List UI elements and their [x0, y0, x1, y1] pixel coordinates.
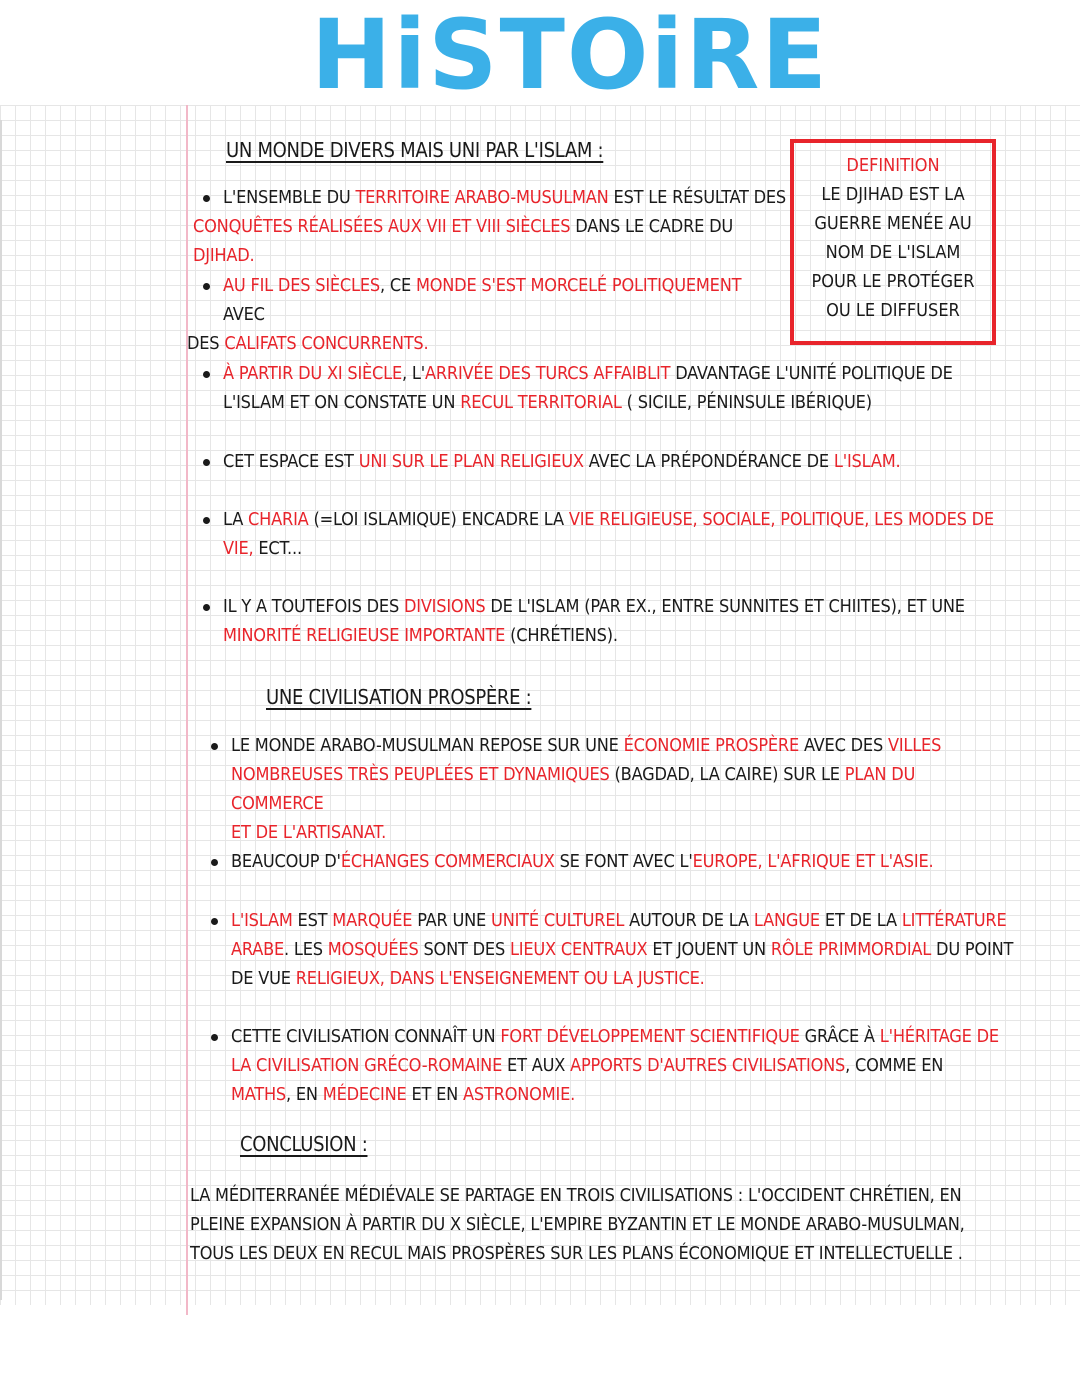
section2-bullet-1: LE MONDE ARABO-MUSULMAN REPOSE SUR UNE ÉCONOMIE PROSPÈRE AVEC DES VILLES NOMBREUSES TRÈS PEUPLÉES ET DYNAMIQUES (BAGDAD, LA CAIRE) SUR LE PLAN DU COMMERCE ET DE L'ARTISANAT. [231, 735, 942, 843]
section1-bullet-1: L'ENSEMBLE DU TERRITOIRE ARABO-MUSULMAN EST LE RÉSULTAT DES CONQUÊTES RÉALISÉES AUX VII ET VIII SIÈCLES DANS LE CADRE DU DJIHAD. [193, 187, 787, 266]
section2-bullet-3: L'ISLAM EST MARQUÉE PAR UNE UNITÉ CULTUREL AUTOUR DE LA LANGUE ET DE LA LITTÉRATURE ARABE. LES MOSQUÉES SONT DES LIEUX CENTRAUX ET JOUENT UN RÔLE PRIMMORDIAL DU POINT DE VUE RELIGIEUX, DANS L'ENSEIGNEMENT OU LA JUSTICE. [231, 910, 1014, 989]
section2-heading: UNE CIVILISATION PROSPÈRE : [266, 685, 532, 709]
conclusion-line: LA MÉDITERRANÉE MÉDIÉVALE SE PARTAGE EN TROIS CIVILISATIONS : L'OCCIDENT CHRÉTIEN, EN [190, 1185, 962, 1206]
bullet-dot [211, 859, 218, 866]
definition-line: OU LE DIFFUSER [826, 300, 960, 321]
bullet-dot [203, 459, 210, 466]
conclusion-line: PLEINE EXPANSION À PARTIR DU X SIÈCLE, L'EMPIRE BYZANTIN ET LE MONDE ARABO-MUSULMAN, [190, 1214, 965, 1235]
paper-edge [0, 120, 2, 1300]
definition-box [790, 139, 996, 345]
bullet-dot [211, 743, 218, 750]
section1-bullet-3: À PARTIR DU XI SIÈCLE, L'ARRIVÉE DES TURCS AFFAIBLIT DAVANTAGE L'UNITÉ POLITIQUE DE L'ISLAM ET ON CONSTATE UN RECUL TERRITORIAL ( SICILE, PÉNINSULE IBÉRIQUE) [223, 363, 953, 413]
conclusion-line: TOUS LES DEUX EN RECUL MAIS PROSPÈRES SUR LES PLANS ÉCONOMIQUE ET INTELLECTUELLE . [190, 1243, 963, 1264]
definition-line: LE DJIHAD EST LA [821, 184, 965, 205]
section1-bullet-5: LA CHARIA (=LOI ISLAMIQUE) ENCADRE LA VIE RELIGIEUSE, SOCIALE, POLITIQUE, LES MODES DE VIE, ECT... [223, 509, 994, 559]
bullet-dot [211, 1034, 218, 1041]
definition-line: NOM DE L'ISLAM [825, 242, 961, 263]
bullet-dot [211, 918, 218, 925]
conclusion-heading: CONCLUSION : [240, 1132, 368, 1156]
definition-heading: DEFINITION [846, 155, 940, 176]
section1-bullet-4: CET ESPACE EST UNI SUR LE PLAN RELIGIEUX AVEC LA PRÉPONDÉRANCE DE L'ISLAM. [223, 451, 901, 472]
conclusion-text [190, 1181, 1050, 1268]
bullet-dot [203, 371, 210, 378]
section1-heading: UN MONDE DIVERS MAIS UNI PAR L'ISLAM : [226, 138, 604, 162]
definition-line: POUR LE PROTÉGER [811, 271, 975, 292]
bullet-dot [203, 604, 210, 611]
section2-bullet-2: BEAUCOUP D'ÉCHANGES COMMERCIAUX SE FONT AVEC L'EUROPE, L'AFRIQUE ET L'ASIE. [231, 851, 934, 872]
section1-bullet-2: AU FIL DES SIÈCLES, CE MONDE S'EST MORCELÉ POLITIQUEMENT AVEC DES CALIFATS CONCURRENTS. [187, 275, 742, 354]
page-title: HiSTOiRE [311, 0, 829, 111]
section1-bullet-6: IL Y A TOUTEFOIS DES DIVISIONS DE L'ISLAM (PAR EX., ENTRE SUNNITES ET CHIITES), ET UNE MINORITÉ RELIGIEUSE IMPORTANTE (CHRÉTIENS). [223, 596, 965, 646]
bullet-dot [203, 517, 210, 524]
section2-bullet-4: CETTE CIVILISATION CONNAÎT UN FORT DÉVELOPPEMENT SCIENTIFIQUE GRÂCE À L'HÉRITAGE DE LA CIVILISATION GRÉCO-ROMAINE ET AUX APPORTS D'AUTRES CIVILISATIONS, COMME EN MATHS, EN MÉDECINE ET EN ASTRONOMIE. [231, 1026, 999, 1105]
definition-line: GUERRE MENÉE AU [814, 213, 972, 234]
